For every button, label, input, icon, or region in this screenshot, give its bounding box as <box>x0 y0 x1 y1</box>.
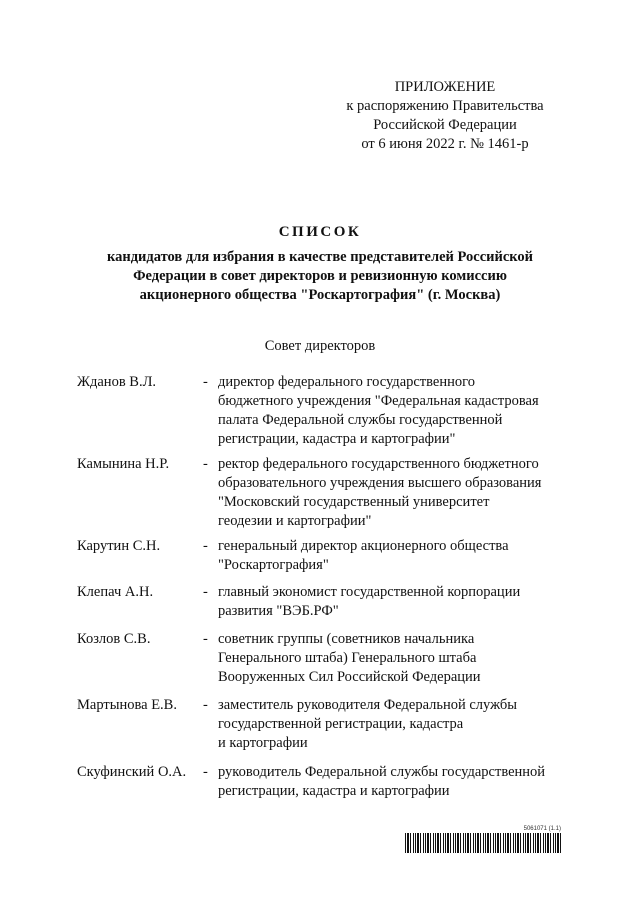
position-line: генеральный директор акционерного общества <box>218 538 509 554</box>
candidate-position <box>218 696 568 753</box>
position-line: геодезии и картографии" <box>218 513 372 529</box>
position-line: образовательного учреждения высшего образования <box>218 475 542 491</box>
position-line: государственной регистрации, кадастра <box>218 716 464 732</box>
subtitle-line: Федерации в совет директоров и ревизионную комиссию <box>133 268 507 284</box>
appendix-reference: к распоряжению Правительства <box>346 98 544 114</box>
barcode-number: 5061071 (1.1) <box>523 826 561 832</box>
position-line: палата Федеральной службы государственной <box>218 412 503 428</box>
position-line: "Роскартография" <box>218 557 329 573</box>
document-subtitle <box>60 248 580 305</box>
subtitle-line: кандидатов для избрания в качестве представителей Российской <box>106 249 534 265</box>
appendix-issuer: Российской Федерации <box>373 117 517 133</box>
position-line: главный экономист государственной корпорации <box>218 584 521 600</box>
candidate-position <box>218 763 568 801</box>
position-line: развития "ВЭБ.РФ" <box>218 603 339 619</box>
document-title: СПИСОК <box>278 224 362 240</box>
entry-dash: - <box>203 631 208 647</box>
entry-dash: - <box>203 764 208 780</box>
position-line: ректор федерального государственного бюджетного <box>218 456 539 472</box>
subtitle-line: акционерного общества "Роскартография" (г. Москва) <box>139 287 501 303</box>
position-line: регистрации, кадастра и картографии" <box>218 431 456 447</box>
candidate-name: Козлов С.В. <box>77 631 151 647</box>
candidate-position <box>218 373 568 449</box>
entry-dash: - <box>203 584 208 600</box>
candidate-name: Жданов В.Л. <box>77 374 157 390</box>
candidate-position <box>218 455 568 531</box>
position-line: директор федерального государственного <box>218 374 475 390</box>
candidate-position <box>218 537 568 575</box>
position-line: руководитель Федеральной службы государственной <box>218 764 546 780</box>
candidate-name: Камынина Н.Р. <box>77 456 170 472</box>
position-line: Генерального штаба) Генерального штаба <box>218 650 477 666</box>
appendix-block <box>330 78 560 154</box>
candidate-name: Скуфинский О.А. <box>77 764 187 780</box>
position-line: Вооруженных Сил Российской Федерации <box>218 669 481 685</box>
position-line: бюджетного учреждения "Федеральная кадастровая <box>218 393 539 409</box>
entry-dash: - <box>203 456 208 472</box>
appendix-label: ПРИЛОЖЕНИЕ <box>394 79 496 95</box>
section-title: Совет директоров <box>264 338 376 354</box>
candidate-position <box>218 583 568 621</box>
position-line: советник группы (советников начальника <box>218 631 475 647</box>
position-line: регистрации, кадастра и картографии <box>218 783 450 799</box>
entry-dash: - <box>203 697 208 713</box>
appendix-date-number: от 6 июня 2022 г. № 1461-р <box>361 136 529 152</box>
candidate-name: Клепач А.Н. <box>77 584 154 600</box>
candidate-position <box>218 630 568 687</box>
candidate-name: Мартынова Е.В. <box>77 697 177 713</box>
entry-dash: - <box>203 538 208 554</box>
position-line: "Московский государственный университет <box>218 494 490 510</box>
candidate-name: Карутин С.Н. <box>77 538 161 554</box>
barcode-block <box>405 826 561 853</box>
position-line: и картографии <box>218 735 308 751</box>
barcode-icon <box>405 833 561 853</box>
entry-dash: - <box>203 374 208 390</box>
position-line: заместитель руководителя Федеральной службы <box>218 697 518 713</box>
